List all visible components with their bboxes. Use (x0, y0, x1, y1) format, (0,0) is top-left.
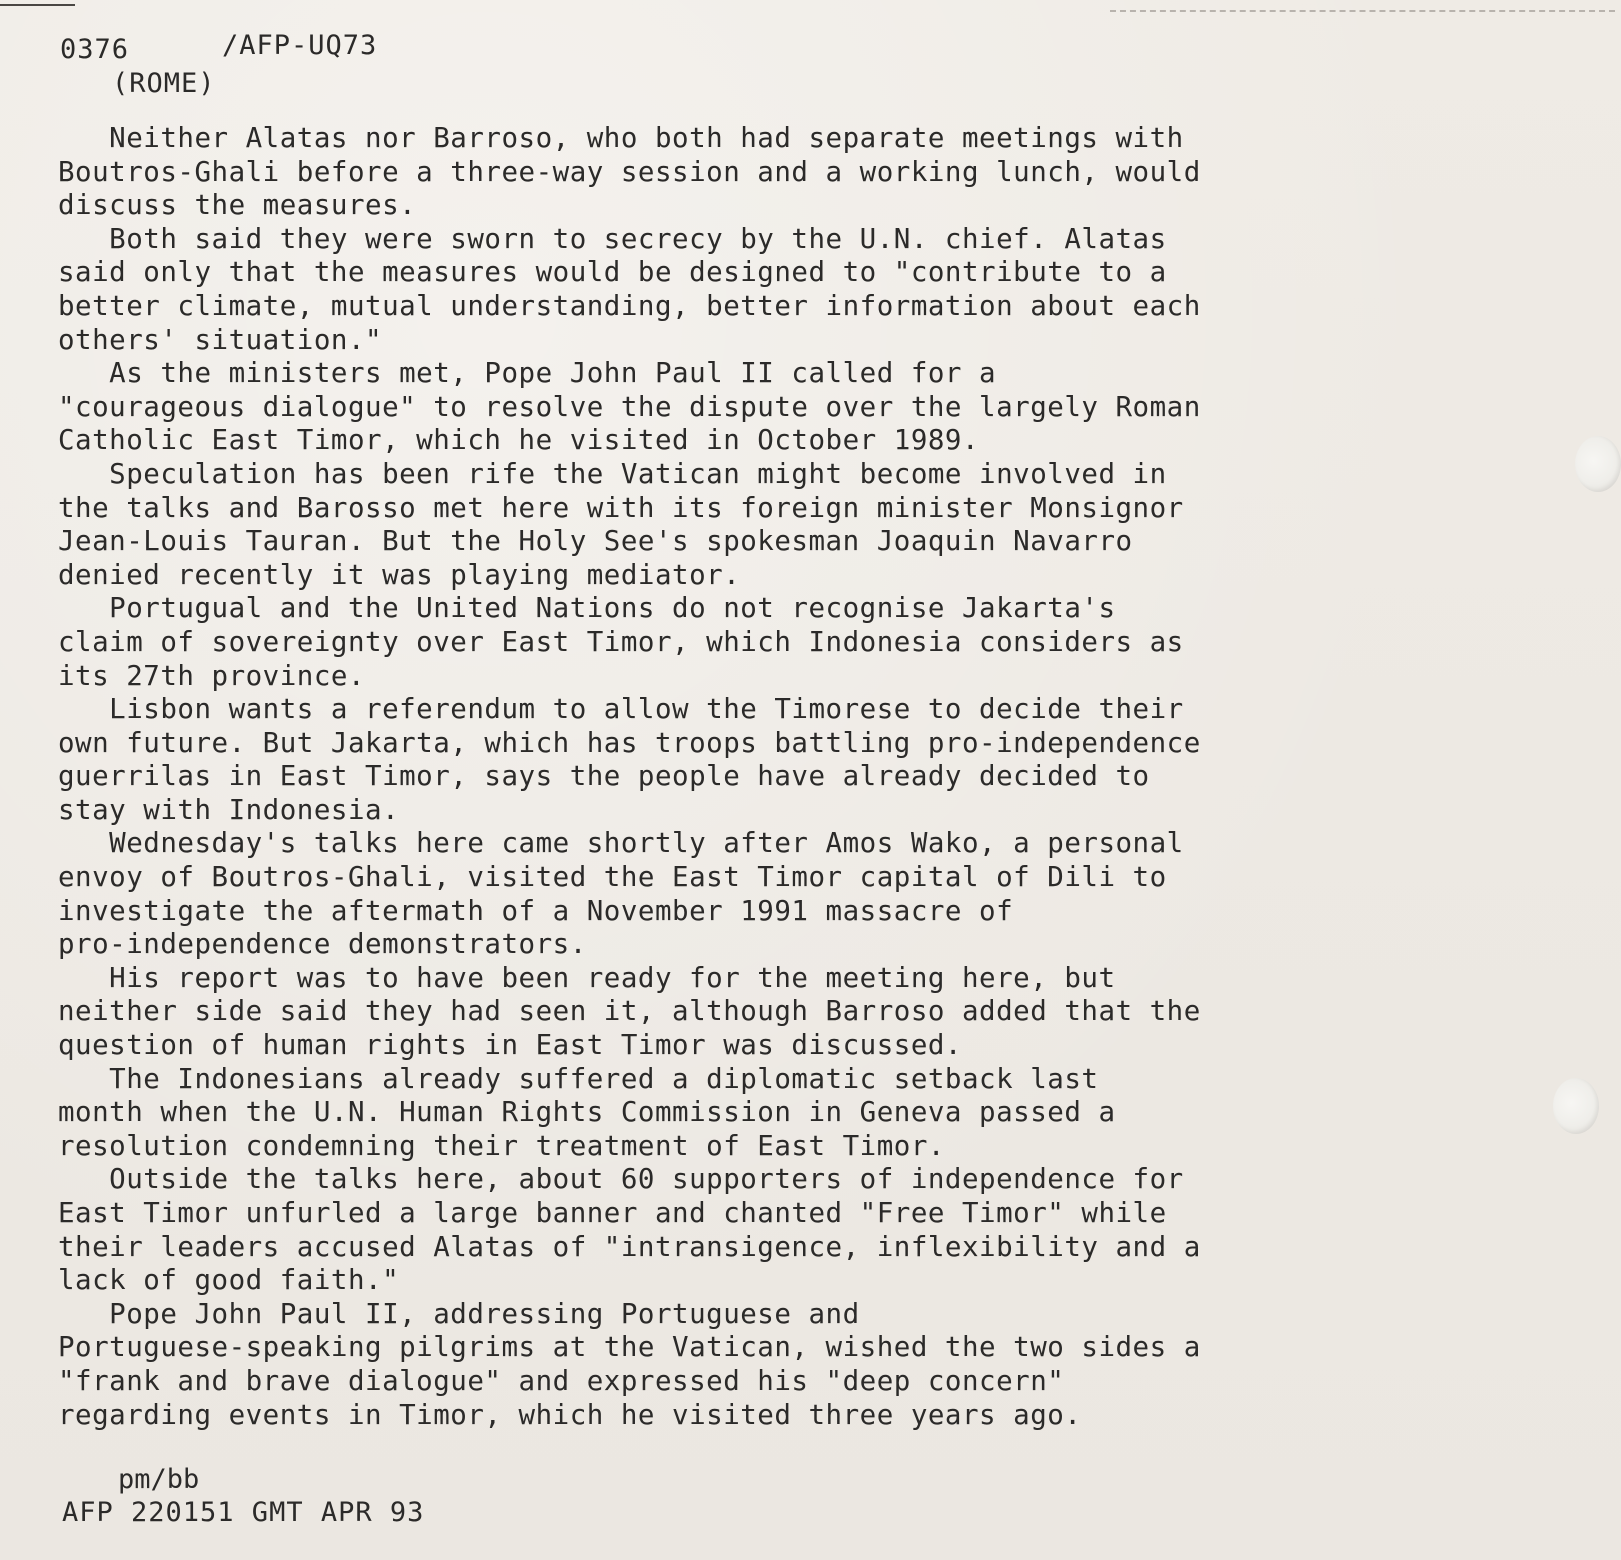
body-line: The Indonesians already suffered a diplomatic setback last (58, 1062, 1099, 1095)
body-line: investigate the aftermath of a November 1991 massacre of (58, 894, 1014, 927)
body-line: Outside the talks here, about 60 supporters of independence for (58, 1163, 1184, 1196)
top-left-rule (0, 4, 75, 6)
body-line: question of human rights in East Timor was discussed. (58, 1029, 962, 1062)
body-line: Portugual and the United Nations do not recognise Jakarta's (58, 592, 1116, 625)
body-line: their leaders accused Alatas of "intransigence, inflexibility and a (58, 1230, 1201, 1263)
body-line: "courageous dialogue" to resolve the dispute over the largely Roman (58, 390, 1201, 423)
body-line: guerrilas in East Timor, says the people have already decided to (58, 760, 1150, 793)
body-line: His report was to have been ready for the meeting here, but (58, 961, 1116, 994)
body-line: Lisbon wants a referendum to allow the Timorese to decide their (58, 693, 1184, 726)
body-line: Both said they were sworn to secrecy by the U.N. chief. Alatas (58, 222, 1167, 255)
body-line: East Timor unfurled a large banner and chanted "Free Timor" while (58, 1197, 1167, 1229)
body-line: "frank and brave dialogue" and expressed his "deep concern" (58, 1364, 1065, 1397)
punch-hole (1553, 1078, 1599, 1134)
body-line: own future. But Jakarta, which has troops battling pro-independence (58, 726, 1201, 759)
body-line: stay with Indonesia. (58, 793, 400, 826)
body-line: denied recently it was playing mediator. (58, 558, 741, 591)
author-initials: pm/bb (118, 1464, 200, 1495)
body-line: Portuguese-speaking pilgrims at the Vatican, wished the two sides a (58, 1331, 1201, 1364)
body-line: claim of sovereignty over East Timor, which Indonesia considers as (58, 625, 1184, 658)
body-line: Speculation has been rife the Vatican might become involved in (58, 457, 1167, 490)
wire-slug-reference: /AFP-UQ73 (222, 30, 378, 61)
body-line: its 27th province. (58, 659, 366, 692)
body-line: As the ministers met, Pope John Paul II called for a (58, 357, 997, 390)
transmission-stamp: AFP 220151 GMT APR 93 (62, 1497, 425, 1528)
body-line: Jean-Louis Tauran. But the Holy See's spokesman Joaquin Navarro (58, 525, 1133, 558)
body-line: the talks and Barosso met here with its foreign minister Monsignor (58, 491, 1184, 524)
article-body (58, 122, 1498, 1432)
body-line: pro-independence demonstrators. (58, 928, 587, 961)
body-line: others' situation." (58, 323, 383, 356)
body-line: Neither Alatas nor Barroso, who both had separate meetings with (58, 122, 1184, 154)
body-line: lack of good faith." (58, 1264, 400, 1297)
punch-hole (1575, 436, 1621, 492)
body-line: regarding events in Timor, which he visited three years ago. (58, 1398, 1082, 1431)
body-line: Pope John Paul II, addressing Portuguese and (58, 1297, 860, 1330)
body-line: Catholic East Timor, which he visited in October 1989. (58, 424, 980, 457)
body-line: month when the U.N. Human Rights Commission in Geneva passed a (58, 1096, 1116, 1129)
body-line: neither side said they had seen it, although Barroso added that the (58, 995, 1201, 1028)
body-line: better climate, mutual understanding, better information about each (58, 289, 1201, 322)
top-right-dashed-rule (1110, 10, 1615, 12)
dateline: (ROME) (112, 68, 216, 99)
body-line: said only that the measures would be designed to "contribute to a (58, 256, 1167, 289)
body-line: envoy of Boutros-Ghali, visited the East Timor capital of Dili to (58, 861, 1167, 894)
body-line: Boutros-Ghali before a three-way session and a working lunch, would (58, 155, 1201, 188)
body-line: resolution condemning their treatment of East Timor. (58, 1129, 945, 1162)
body-line: discuss the measures. (58, 189, 417, 222)
wire-slug-code: 0376 (60, 34, 130, 65)
body-line: Wednesday's talks here came shortly after Amos Wako, a personal (58, 827, 1184, 860)
